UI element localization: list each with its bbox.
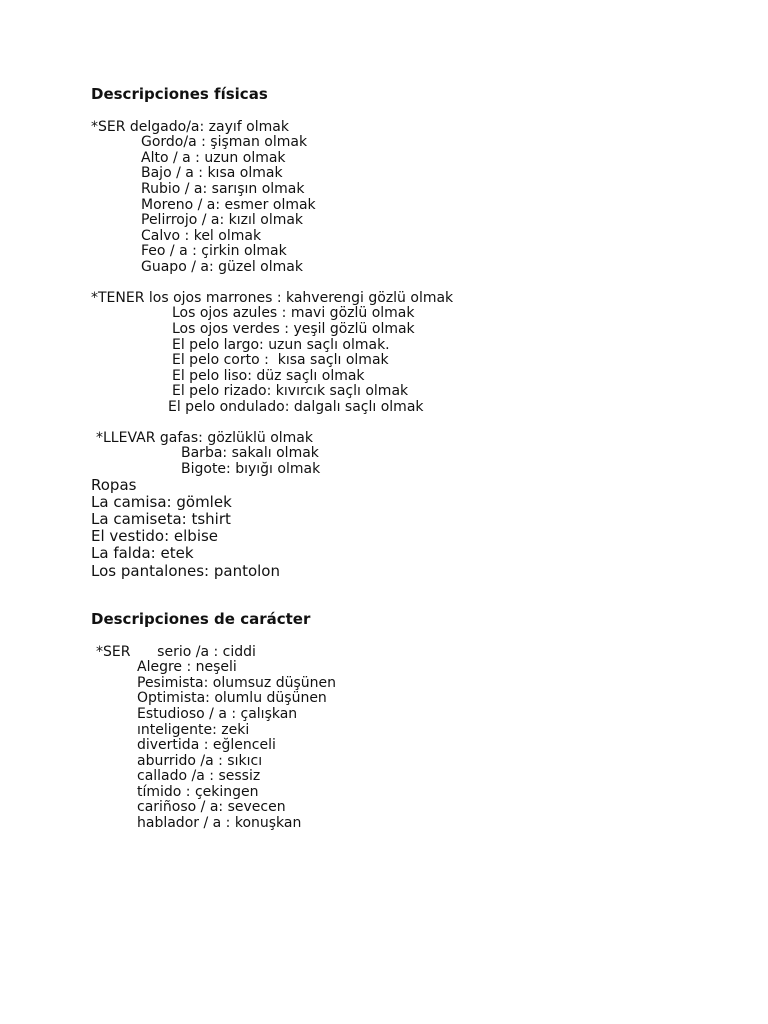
tener-line: Los ojos verdes : yeşil gözlü olmak: [172, 321, 415, 337]
caracter-line: hablador / a : konuşkan: [137, 815, 302, 831]
caracter-line: *SER serio /a : ciddi: [96, 644, 256, 660]
llevar-line: Barba: sakalı olmak: [181, 445, 319, 461]
ser-line: Rubio / a: sarışın olmak: [141, 181, 305, 197]
caracter-line: cariñoso / a: sevecen: [137, 799, 286, 815]
tener-line: El pelo rizado: kıvırcık saçlı olmak: [172, 383, 409, 399]
ser-line: Bajo / a : kısa olmak: [141, 165, 283, 181]
ropas-item: La camiseta: tshirt: [91, 510, 231, 528]
caracter-line: Alegre : neşeli: [137, 659, 237, 675]
ser-line: Feo / a : çirkin olmak: [141, 243, 287, 259]
section-title-caracter: Descripciones de carácter: [91, 610, 311, 628]
caracter-line: tímido : çekingen: [137, 784, 259, 800]
ropas-item: El vestido: elbise: [91, 527, 219, 545]
caracter-line: aburrido /a : sıkıcı: [137, 753, 263, 769]
llevar-line: Bigote: bıyığı olmak: [181, 461, 321, 477]
ropas-item: La falda: etek: [91, 544, 194, 562]
ser-line: Moreno / a: esmer olmak: [141, 197, 316, 213]
caracter-line: ınteligente: zeki: [137, 722, 250, 738]
tener-line: El pelo liso: düz saçlı olmak: [172, 368, 365, 384]
ser-line: Pelirrojo / a: kızıl olmak: [141, 212, 304, 228]
caracter-line: Pesimista: olumsuz düşünen: [137, 675, 337, 691]
tener-line: El pelo corto : kısa saçlı olmak: [172, 352, 389, 368]
ser-line: Gordo/a : şişman olmak: [141, 134, 308, 150]
section-title-ropas: Ropas: [91, 476, 137, 494]
caracter-line: Optimista: olumlu düşünen: [137, 690, 327, 706]
caracter-line: Estudioso / a : çalışkan: [137, 706, 298, 722]
caracter-line: callado /a : sessiz: [137, 768, 261, 784]
tener-line: Los ojos azules : mavi gözlü olmak: [172, 305, 415, 321]
ser-line: Guapo / a: güzel olmak: [141, 259, 303, 275]
tener-line: *TENER los ojos marrones : kahverengi gözlü olmak: [91, 290, 454, 306]
ropas-item: Los pantalones: pantolon: [91, 562, 280, 580]
tener-line: El pelo largo: uzun saçlı olmak.: [172, 337, 390, 353]
ser-line: Alto / a : uzun olmak: [141, 150, 286, 166]
ser-line: Calvo : kel olmak: [141, 228, 262, 244]
caracter-line: divertida : eğlenceli: [137, 737, 276, 753]
tener-line: El pelo ondulado: dalgalı saçlı olmak: [168, 399, 424, 415]
ropas-item: La camisa: gömlek: [91, 493, 232, 511]
llevar-line: *LLEVAR gafas: gözlüklü olmak: [96, 430, 313, 446]
section-title-fisicas: Descripciones físicas: [91, 85, 268, 103]
ser-line: *SER delgado/a: zayıf olmak: [91, 119, 289, 135]
